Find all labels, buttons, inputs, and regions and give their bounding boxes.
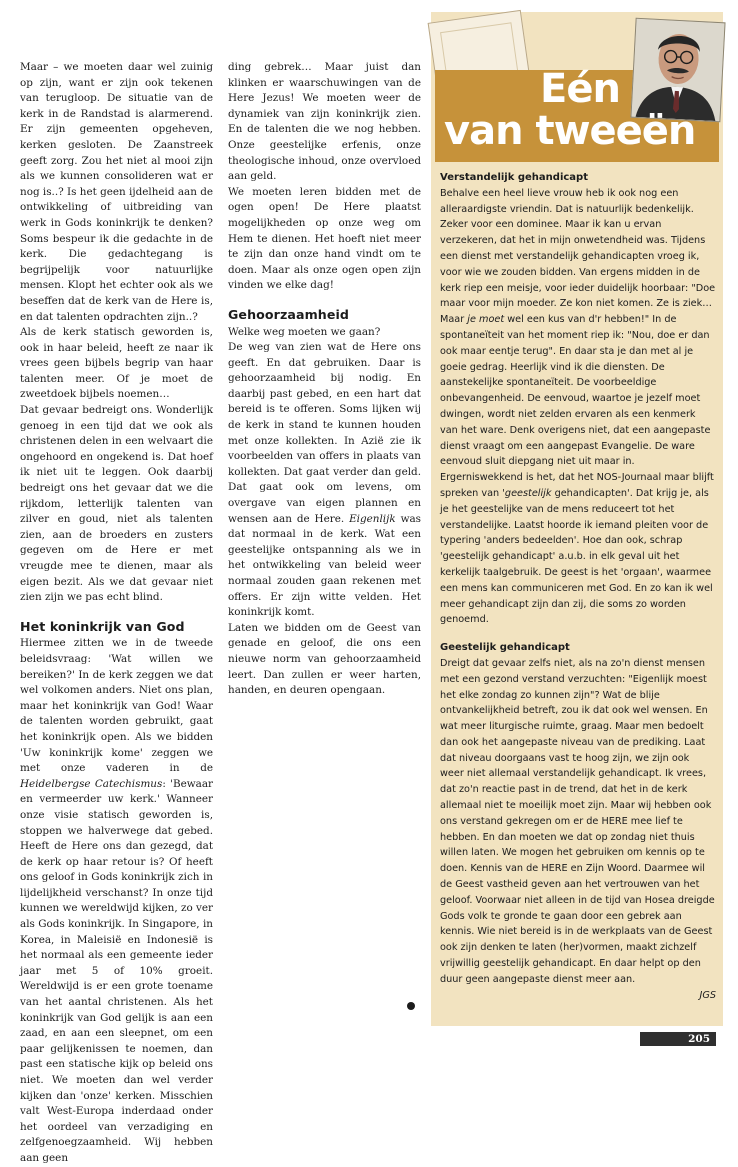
paragraph: Dreigt dat gevaar zelfs niet, als na zo'n dienst mensen met een gezond verstand verzuchten: "Eigenlijk moest het elke zondag zo kunnen zijn"? Wat de blije ontvankelijkheid betreft, zou ik dat ook wel wensen. En wat meer liturgische ruimte, graag. Maar men bedoelt dan ook het aangepaste niveau van de prediking. Laat dat niveau doorgaans vast te hoog zijn, we zijn ook weer niet allemaal verstandelijk gehandicapt. Ik vrees, dat zo'n reactie past in de trend, dat het in de kerk allemaal niet te moeilijk moet zijn. Maar wij hebben ook ons verstand gekregen om er de HERE mee lief te hebben. En dan moeten we dat op zondag niet thuis willen laten. We mogen het gebruiken om kennis op te doen. Kennis van de HERE en Zijn Woord. Daarmee wil de Geest vastheid geven aan het vertrouwen van het geloof. Voorwaar niet alleen in de tijd van Hosea dreigde Gods volk te gronde te gaan door een gebrek aan kennis. Wie niet bereid is in de werkplaats van de Geest ook zijn denken te laten (her)vormen, maakt zichzelf vrijwillig geestelijk gehandicapt. En daar helpt op den duur geen aangepaste dienst meer aan. <box>440 656 716 988</box>
text-run: Behalve een heel lieve vrouw heb ik ook nog een alleraardigste vriendin. Dat is natuurlijk bedenkelijk. Zeker voor een dominee. Maar ik kan u ervan verzekeren, dat het in mijn onwetendheid was. Tijdens een dienst met verstandelijk gehandicapten vroeg ik, voor wie we zouden bidden. Van ergens midden in de kerk riep een meisje, voor ieder duidelijk hoorbaar: "Doe maar voor mijn moeder. Ze kon niet komen. Ze is ziek… Maar <box>440 188 715 325</box>
column-title-line-1: Eén <box>540 66 620 112</box>
paragraph: Als de kerk statisch geworden is, ook in haar beleid, heeft ze naar ik vrees geen bijbels begrip van haar talenten meer. Of je moet de zweetdoek bijbels noemen… <box>20 325 213 403</box>
section-heading: Gehoorzaamheid <box>228 307 421 323</box>
section-heading: Het koninkrijk van God <box>20 619 213 635</box>
portrait-illustration <box>631 19 724 121</box>
text-run: gehandicapten'. Dat krijg je, als je het geestelijke van de mens reduceert tot het verstandelijke. Laatst hoorde ik iemand pleiten voor de typering 'anders bedeelden'. Hoe dan ook, schrap 'geestelijk gehandicapt' a.u.b. in elk geval uit het kerkelijk taalgebruik. De geest is het 'orgaan', waarmee een mens kan communiceren met God. En zo kan ik wel meer gehandicapt zijn dan zij, die soms zo worden genoemd. <box>440 488 713 625</box>
text-run: was dat normaal in de kerk. Wat een geestelijke ontspanning als we in het ontwikkeling van beleid weer normaal zouden gaan rekenen met offers. Er zijn witte velden. Het koninkrijk komt. <box>228 513 421 619</box>
page-number: 205 <box>640 1032 716 1046</box>
paragraph: Laten we bidden om de Geest van genade en geloof, die ons een nieuwe norm van gehoorzaamheid leert. Dan zullen er weer harten, handen, en deuren opengaan. <box>228 621 421 699</box>
paragraph: ding gebrek… Maar juist dan klinken er waarschuwingen van de Here Jezus! We moeten weer de dynamiek van zijn koninkrijk zien. En de talenten die we nog hebben. Onze geestelijke erfenis, onze theologische inhoud, onze overvloed aan geld. <box>228 60 421 185</box>
author-portrait <box>630 18 725 123</box>
paragraph: We moeten leren bidden met de ogen open! De Here plaatst mogelijkheden op onze weg om Hem te dienen. Het hoeft niet meer te zijn dan onze hand vindt om te doen. Maar als onze ogen open zijn vinden we elke dag! <box>228 185 421 294</box>
text-run: De weg van zien wat de Here ons geeft. En dat gebruiken. Daar is gehoorzaamheid bij nodig. En daarbij past gebed, en een hart dat bereid is te offeren. Soms lijken wij de kerk in stand te kunnen houden met onze kollekten. In Azië zie ik voorbeelden van offers in plaats van kollekten. Dat gaat verder dan geld. Dat gaat ook om levens, om overgave van eigen plannen en wensen aan de Here. <box>228 341 421 525</box>
sidebar-heading: Verstandelijk gehandicapt <box>440 170 716 186</box>
sidebar-text <box>440 170 716 1003</box>
article-column-right <box>228 60 421 699</box>
author-signature: JGS <box>440 988 716 1004</box>
spacer <box>440 628 716 640</box>
sidebar-heading: Geestelijk gehandicapt <box>440 640 716 656</box>
article-column-left <box>20 60 213 1167</box>
italic-text: je moet <box>467 314 504 325</box>
paragraph <box>20 636 213 1166</box>
text-run: Hiermee zitten we in de tweede beleidsvraag: 'Wat willen we bereiken?' In de kerk zeggen we dat wel volkomen anders. Niet ons plan, maar het koninkrijk van God! Waar de talenten worden gebruikt, gaat het koninkrijk open. Als we bidden 'Uw koninkrijk kome' zeggen we met onze vaderen in de <box>20 637 213 774</box>
italic-text: geestelijk <box>505 488 552 499</box>
italic-text: Heidelbergse Catechismus <box>20 778 162 790</box>
italic-text: Eigenlijk <box>349 513 396 525</box>
column-title-line-2: van tweeën <box>444 108 695 154</box>
text-run: : 'Bewaar en vermeerder uw kerk.' Wanneer onze visie statisch geworden is, stoppen we halverwege dat gebed. Heeft de Here ons dan gezegd, dat de kerk op haar retour is? Of heeft ons geloof in Gods koninkrijk zich in lijdelijkheid verschanst? In onze tijd kunnen we wereldwijd kijken, zo ver als Gods koninkrijk. In Singapore, in Korea, in Maleisië en Indonesië is het normaal als een gemeente ieder jaar met 5 of 10% groeit. Wereldwijd is er een grote toename van het aantal christenen. Als het koninkrijk van God gelijk is aan een zaad, en aan een sleepnet, om een paar gelijkenissen te noemen, dan past een statische kijk op beleid ons niet. We moeten dan wel verder kijken dan 'onze' kerken. Misschien valt West-Europa inderdaad onder het oordeel van verzadiging en zelfgenoegzaamheid. Wij hebben aan geen <box>20 778 213 1164</box>
paragraph: Welke weg moeten we gaan? <box>228 325 421 341</box>
paragraph: Maar – we moeten daar wel zuinig op zijn, want er zijn ook tekenen van terugloop. De situatie van de kerk in de Randstad is alarmerend. Er zijn gemeenten opgeheven, kerken gesloten. De Zaanstreek geeft zorg. Zou het niet al mooi zijn als we kunnen consolideren wat er nog is..? Is het geen ijdelheid aan de ontwikkeling of uitbreiding van werk in Gods koninkrijk te denken? Soms bespeur ik die gedachte in de kerk. Die gedachtegang is begrijpelijk voor natuurlijke mensen. Klopt het echter ook als we beseffen dat de kerk van de Here is, en dat talenten opdrachten zijn..? <box>20 60 213 325</box>
paragraph <box>228 340 421 621</box>
text-run: wel een kus van d'r hebben!" In de spontaneïteit van het moment riep ik: "Nou, doe er dan ook maar eentje terug". En daar sta je dan met al je goeie gedrag. Heerlijk vind ik die diensten. De aanstekelijke spontaneïteit. De voorbeeldige onbevangenheid. De eenvoud, waartoe je jezelf moet dwingen, wordt niet zelden ervaren als een kenmerk van het ware. Denk overigens niet, dat een aangepaste dienst vraagt om een aangepast Evangelie. De ware eenvoud sluit diepgang niet uit maar in. Ergerniswekkend is het, dat het NOS-Journaal maar blijft spreken van ' <box>440 314 714 499</box>
paragraph <box>440 186 716 628</box>
end-bullet-icon <box>407 1002 415 1010</box>
paragraph: Dat gevaar bedreigt ons. Wonderlijk genoeg in een tijd dat we ook als christenen delen in een welvaart die ongehoord en ongekend is. Dat hoef ik niet uit te leggen. Ook daarbij bedreigt ons het gevaar dat we die rijkdom, letterlijk talenten van zilver en goud, niet als talenten zien, aan de broeders en zusters gegeven om de Here er met vreugde mee te dienen, maar als eigen bezit. Als we dat gevaar niet zien zijn we pas echt blind. <box>20 403 213 606</box>
